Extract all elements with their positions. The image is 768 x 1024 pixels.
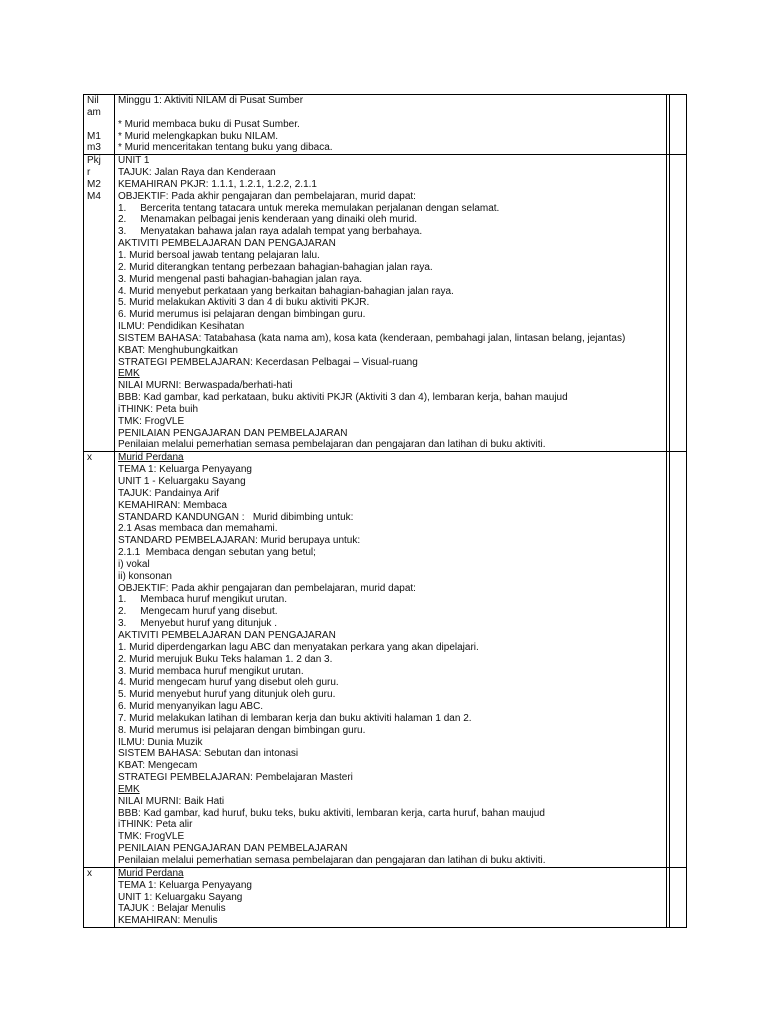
lesson-line: OBJEKTIF: Pada akhir pengajaran dan pembelajaran, murid dapat:: [118, 190, 416, 202]
lesson-line: TEMA 1: Keluarga Penyayang: [118, 464, 252, 476]
lesson-line: PENILAIAN PENGAJARAN DAN PEMBELAJARAN: [118, 843, 348, 855]
lesson-line: TEMA 1: Keluarga Penyayang: [118, 879, 252, 891]
lesson-content-cell: [115, 452, 667, 868]
week-code-line: x: [87, 867, 92, 879]
lesson-line: 2. Murid merujuk Buku Teks halaman 1. 2 dan 3.: [118, 653, 333, 665]
lesson-line: KBAT: Mengecam: [118, 760, 198, 772]
lesson-line: BBB: Kad gambar, kad perkataan, buku aktiviti PKJR (Aktiviti 3 dan 4), lembaran kerja, bahan maujud: [118, 392, 568, 404]
lesson-line: TMK: FrogVLE: [118, 415, 185, 427]
lesson-line: AKTIVITI PEMBELAJARAN DAN PENGAJARAN: [118, 238, 336, 250]
lesson-line: 1. Bercerita tentang tatacara untuk mereka memulakan perjalanan dengan selamat.: [118, 202, 500, 214]
lesson-line: 3. Murid membaca huruf mengikut urutan.: [118, 665, 304, 677]
week-code-line: M4: [87, 190, 101, 202]
lesson-line: 1. Membaca huruf mengikut urutan.: [118, 594, 287, 606]
lesson-line: KBAT: Menghubungkaitkan: [118, 344, 238, 356]
lesson-line: 2. Murid diterangkan tentang perbezaan bahagian-bahagian jalan raya.: [118, 261, 433, 273]
lesson-line: Penilaian melalui pemerhatian semasa pembelajaran dan pengajaran dan latihan di buku aktiviti.: [118, 855, 546, 866]
lesson-line: * Murid melengkapkan buku NILAM.: [118, 130, 279, 142]
lesson-line: 6. Murid merumus isi pelajaran dengan bimbingan guru.: [118, 309, 366, 321]
lesson-line: SISTEM BAHASA: Sebutan dan intonasi: [118, 748, 299, 760]
lesson-line: STRATEGI PEMBELAJARAN: Pembelajaran Masteri: [118, 772, 353, 784]
lesson-line: * Murid membaca buku di Pusat Sumber.: [118, 118, 300, 130]
week-code-cell: [84, 155, 115, 452]
lesson-line: iTHINK: Peta buih: [118, 403, 199, 415]
lesson-line: STRATEGI PEMBELAJARAN: Kecerdasan Pelbagai – Visual-ruang: [118, 356, 418, 368]
lesson-line: 6. Murid menyanyikan lagu ABC.: [118, 701, 264, 713]
week-code-line: [87, 119, 114, 131]
week-code-line: m3: [87, 142, 101, 154]
lesson-line: 2.1 Asas membaca dan memahami.: [118, 523, 278, 535]
lesson-line: OBJEKTIF: Pada akhir pengajaran dan pembelajaran, murid dapat:: [118, 582, 416, 594]
lesson-line: UNIT 1 - Keluargaku Sayang: [118, 476, 246, 487]
table-row: [84, 155, 687, 452]
section-heading: Murid Perdana: [118, 867, 184, 879]
lesson-line: 2.1.1 Membaca dengan sebutan yang betul;: [118, 547, 316, 559]
lesson-line: ii) konsonan: [118, 570, 172, 582]
week-code-line: M1: [87, 130, 101, 142]
lesson-line: PENILAIAN PENGAJARAN DAN PEMBELAJARAN: [118, 427, 348, 439]
lesson-line: 3. Murid mengenal pasti bahagian-bahagian jalan raya.: [118, 273, 363, 285]
lesson-line: 4. Murid menyebut perkataan yang berkaitan bahagian-bahagian jalan raya.: [118, 285, 454, 297]
lesson-line: TAJUK: Jalan Raya dan Kenderaan: [118, 167, 276, 179]
week-code-line: M2: [87, 178, 101, 190]
lesson-line: 2. Mengecam huruf yang disebut.: [118, 606, 278, 618]
lesson-line: i) vokal: [118, 558, 150, 570]
lesson-line: 3. Menyatakan bahawa jalan raya adalah tempat yang berbahaya.: [118, 226, 423, 238]
week-code-line: Pkj: [87, 155, 101, 167]
lesson-content-cell: [115, 95, 667, 155]
lesson-line: UNIT 1: Keluargaku Sayang: [118, 891, 243, 903]
lesson-line: NILAI MURNI: Berwaspada/berhati-hati: [118, 380, 293, 392]
empty-cell: [670, 95, 687, 155]
lesson-line: ILMU: Dunia Muzik: [118, 736, 203, 748]
lesson-line: 4. Murid mengecam huruf yang disebut oleh guru.: [118, 677, 339, 689]
week-code-line: r: [87, 167, 91, 179]
lesson-line: AKTIVITI PEMBELAJARAN DAN PENGAJARAN: [118, 629, 336, 641]
lesson-plan-table: [83, 94, 687, 928]
lesson-line: [118, 107, 666, 119]
table-row: [84, 95, 687, 155]
lesson-line: SISTEM BAHASA: Tatabahasa (kata nama am), kosa kata (kenderaan, pembahagi jalan, lintasan belang, jejantas): [118, 332, 626, 344]
lesson-line: 1. Murid diperdengarkan lagu ABC dan menyatakan perkara yang akan dipelajari.: [118, 641, 479, 653]
table-row: [84, 867, 687, 927]
lesson-line: KEMAHIRAN PKJR: 1.1.1, 1.2.1, 1.2.2, 2.1.1: [118, 178, 317, 190]
empty-cell: [670, 867, 687, 927]
lesson-line: 8. Murid merumus isi pelajaran dengan bimbingan guru.: [118, 724, 366, 736]
lesson-line: NILAI MURNI: Baik Hati: [118, 795, 225, 807]
lesson-line: TAJUK: Pandainya Arif: [118, 487, 219, 499]
lesson-line: KEMAHIRAN: Membaca: [118, 499, 227, 511]
lesson-line: 5. Murid melakukan Aktiviti 3 dan 4 di buku aktiviti PKJR.: [118, 297, 370, 309]
lesson-line: 3. Menyebut huruf yang ditunjuk .: [118, 618, 277, 630]
lesson-line: 1. Murid bersoal jawab tentang pelajaran lalu.: [118, 249, 320, 261]
section-heading: Murid Perdana: [118, 452, 184, 464]
lesson-line: UNIT 1: [118, 155, 150, 167]
table-row: [84, 452, 687, 868]
empty-cell: [670, 155, 687, 452]
week-code-line: Nil: [87, 95, 99, 106]
lesson-line: Penilaian melalui pemerhatian semasa pembelajaran dan pengajaran dan latihan di buku aktiviti.: [118, 439, 546, 451]
lesson-line: STANDARD KANDUNGAN : Murid dibimbing untuk:: [118, 511, 354, 523]
lesson-line: BBB: Kad gambar, kad huruf, buku teks, buku aktiviti, lembaran kerja, carta huruf, bahan maujud: [118, 807, 545, 819]
emk-heading: EMK: [118, 368, 140, 380]
week-code-cell: [84, 95, 115, 155]
week-code-line: x: [87, 452, 92, 464]
empty-cell: [670, 452, 687, 868]
lesson-line: STANDARD PEMBELAJARAN: Murid berupaya untuk:: [118, 535, 361, 547]
lesson-line: Minggu 1: Aktiviti NILAM di Pusat Sumber: [118, 95, 304, 106]
lesson-line: iTHINK: Peta alir: [118, 819, 193, 831]
emk-heading: EMK: [118, 783, 140, 795]
week-code-cell: [84, 867, 115, 927]
week-code-cell: [84, 452, 115, 868]
lesson-line: * Murid menceritakan tentang buku yang dibaca.: [118, 142, 333, 154]
lesson-line: 5. Murid menyebut huruf yang ditunjuk oleh guru.: [118, 689, 336, 701]
lesson-line: KEMAHIRAN: Menulis: [118, 915, 218, 927]
lesson-line: TAJUK : Belajar Menulis: [118, 903, 226, 915]
lesson-line: TMK: FrogVLE: [118, 831, 185, 843]
lesson-content-cell: [115, 867, 667, 927]
week-code-line: am: [87, 106, 101, 118]
lesson-content-cell: [115, 155, 667, 452]
lesson-line: ILMU: Pendidikan Kesihatan: [118, 321, 245, 333]
lesson-line: 2. Menamakan pelbagai jenis kenderaan yang dinaiki oleh murid.: [118, 214, 418, 226]
lesson-line: 7. Murid melakukan latihan di lembaran kerja dan buku aktiviti halaman 1 dan 2.: [118, 712, 472, 724]
